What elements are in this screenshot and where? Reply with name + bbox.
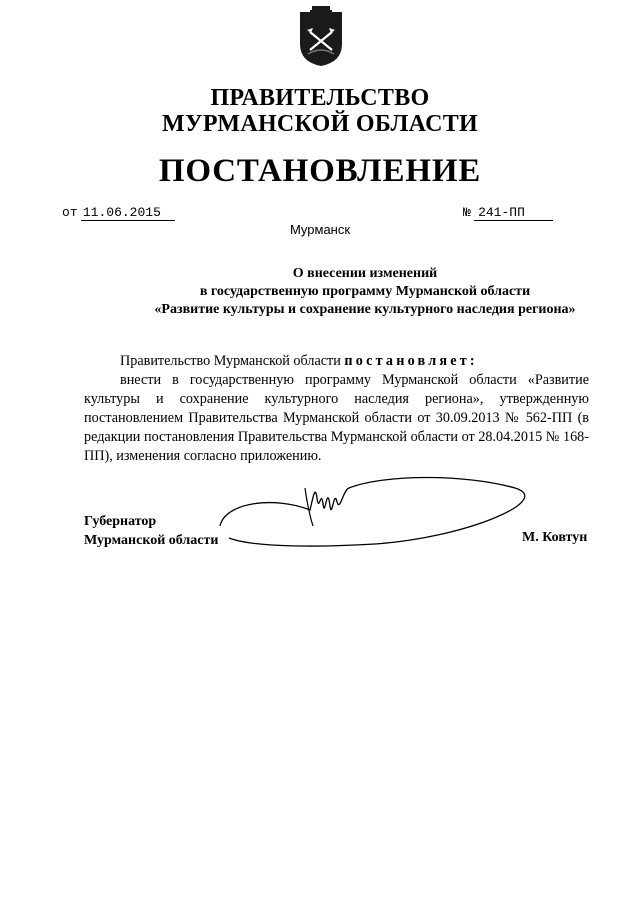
document-body xyxy=(84,352,589,466)
signatory-name: М. Ковтун xyxy=(522,530,588,545)
handwritten-signature xyxy=(215,468,535,558)
subject-line3: «Развитие культуры и сохранение культурного наследия региона» xyxy=(154,302,576,317)
date-prefix: от xyxy=(62,205,78,220)
document-subject xyxy=(80,265,640,319)
number-prefix: № xyxy=(463,205,471,220)
body-intro xyxy=(84,352,589,371)
coat-of-arms-icon xyxy=(298,6,344,68)
document-date xyxy=(62,204,175,221)
document-number xyxy=(463,204,553,221)
number-value: 241-ПП xyxy=(474,205,553,221)
signatory-title-line2: Мурманской области xyxy=(84,533,219,548)
body-intro-text: Правительство Мурманской области xyxy=(120,353,341,369)
org-name-line2: МУРМАНСКОЙ ОБЛАСТИ xyxy=(162,111,478,137)
subject-line2: в государственную программу Мурманской области xyxy=(199,284,531,299)
body-paragraph: внести в государственную программу Мурманской области «Развитие культуры и сохранение культурного наследия региона», утвержденную постановлением Правительства Мурманской области от 30.09.2013 № 562-ПП (в редакции постановления Правительства Мурманской области от 28.04.2015 № 168-ПП), изменения согласно приложению. xyxy=(84,372,589,464)
city-name: Мурманск xyxy=(289,222,351,237)
signatory-title-line1: Губернатор xyxy=(84,514,157,529)
resolves-word: постановляет: xyxy=(344,353,478,369)
document-type-title: ПОСТАНОВЛЕНИЕ xyxy=(158,153,482,189)
date-value: 11.06.2015 xyxy=(81,205,175,221)
org-name-line1: ПРАВИТЕЛЬСТВО xyxy=(210,85,430,111)
signatory-title xyxy=(84,512,218,550)
subject-line1: О внесении изменений xyxy=(292,266,438,281)
